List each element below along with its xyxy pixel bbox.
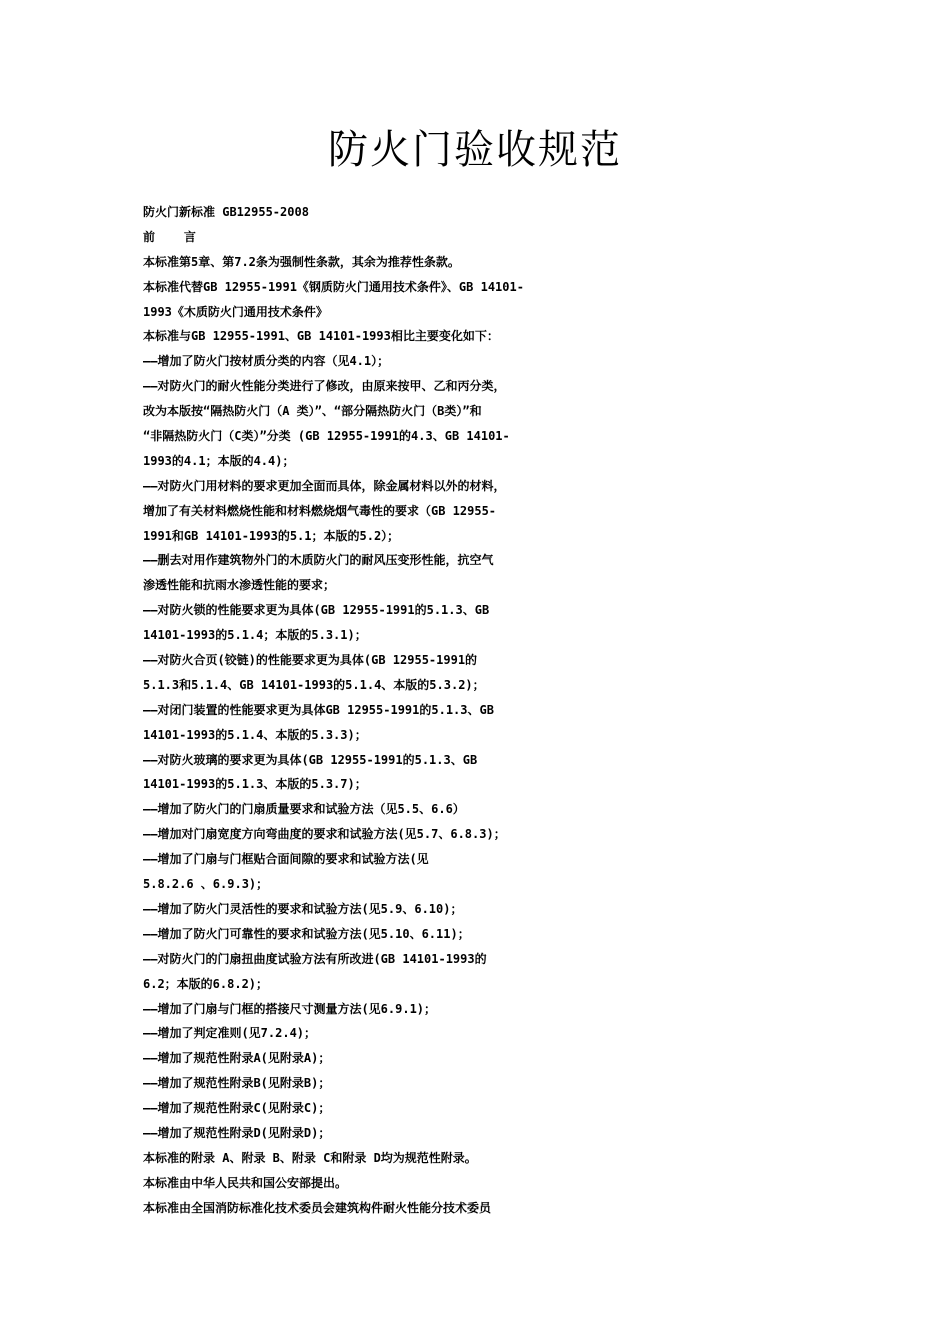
- text-line: 防火门新标准 GB12955-2008: [143, 205, 309, 219]
- document-title: 防火门验收规范: [328, 127, 622, 173]
- text-line: ——增加了判定准则(见7.2.4)；: [143, 1026, 317, 1041]
- text-line: ——对防火锁的性能要求更为具体(GB 12955-1991的5.1.3、GB: [143, 603, 490, 618]
- text-line: 本标准第5章、第7.2条为强制性条款，其余为推荐性条款。: [143, 254, 460, 269]
- text-line: ——增加了防火门灵活性的要求和试验方法(见5.9、6.10)；: [143, 901, 463, 916]
- text-line: 5.8.2.6 、6.9.3)；: [143, 877, 269, 892]
- text-line: ——增加了规范性附录A(见附录A)；: [143, 1051, 331, 1066]
- text-line: 前 言: [143, 229, 196, 244]
- text-line: 1991和GB 14101-1993的5.1；本版的5.2）；: [143, 528, 400, 543]
- text-line: 改为本版按“隔热防火门（A 类）”、“部分隔热防火门（B类）”和: [143, 404, 482, 419]
- text-line: 5.1.3和5.1.4、GB 14101-1993的5.1.4、本版的5.3.2)；: [143, 677, 485, 692]
- text-line: ——增加了防火门可靠性的要求和试验方法(见5.10、6.11)；: [143, 926, 470, 941]
- text-line: ——增加了规范性附录C(见附录C)；: [143, 1101, 331, 1116]
- text-line: ——对防火门的耐火性能分类进行了修改，由原来按甲、乙和丙分类，: [143, 379, 506, 394]
- text-line: ——增加了规范性附录B(见附录B)；: [143, 1076, 331, 1091]
- text-line: “非隔热防火门（C类）”分类 (GB 12955-1991的4.3、GB 14101-: [143, 429, 510, 444]
- text-line: ——删去对用作建筑物外门的木质防火门的耐风压变形性能，抗空气: [143, 553, 494, 568]
- text-line: 增加了有关材料燃烧性能和材料燃烧烟气毒性的要求（GB 12955-: [143, 503, 497, 518]
- text-line: ——增加了防火门的门扇质量要求和试验方法（见5.5、6.6）: [143, 802, 465, 817]
- text-line: ——增加了门扇与门框的搭接尺寸测量方法(见6.9.1)；: [143, 1001, 437, 1016]
- text-line: ——增加了防火门按材质分类的内容（见4.1）；: [143, 354, 390, 369]
- text-line: 本标准由全国消防标准化技术委员会建筑构件耐火性能分技术委员: [143, 1200, 492, 1215]
- text-line: 14101-1993的5.1.4、本版的5.3.3)；: [143, 727, 367, 742]
- document-body: [143, 200, 833, 1221]
- text-line: 本标准与GB 12955-1991、GB 14101-1993相比主要变化如下：: [143, 329, 499, 344]
- text-line: 本标准的附录 A、附录 B、附录 C和附录 D均为规范性附录。: [143, 1150, 477, 1165]
- text-line: 1993的4.1；本版的4.4)；: [143, 453, 295, 468]
- text-line: 14101-1993的5.1.4；本版的5.3.1)；: [143, 628, 367, 643]
- text-line: ——对防火合页(铰链)的性能要求更为具体(GB 12955-1991的: [143, 653, 478, 668]
- text-line: ——对防火玻璃的要求更为具体(GB 12955-1991的5.1.3、GB: [143, 752, 478, 767]
- text-line: ——对闭门装置的性能要求更为具体GB 12955-1991的5.1.3、GB: [143, 702, 494, 717]
- text-line: 6.2；本版的6.8.2)；: [143, 976, 269, 991]
- text-line: 本标准代替GB 12955-1991《钢质防火门通用技术条件》、GB 14101-: [143, 279, 524, 294]
- text-line: ——增加了门扇与门框贴合面间隙的要求和试验方法(见: [143, 852, 429, 867]
- text-line: 本标准由中华人民共和国公安部提出。: [143, 1175, 348, 1190]
- text-line: ——对防火门的门扇扭曲度试验方法有所改进(GB 14101-1993的: [143, 951, 487, 966]
- text-line: ——增加了规范性附录D(见附录D)；: [143, 1125, 331, 1140]
- text-line: 渗透性能和抗雨水渗透性能的要求；: [143, 578, 336, 593]
- text-line: ——增加对门扇宽度方向弯曲度的要求和试验方法(见5.7、6.8.3)；: [143, 827, 506, 842]
- text-line: 1993《木质防火门通用技术条件》: [143, 304, 328, 319]
- text-line: ——对防火门用材料的要求更加全面而具体，除金属材料以外的材料，: [143, 478, 506, 493]
- text-line: 14101-1993的5.1.3、本版的5.3.7)；: [143, 777, 367, 792]
